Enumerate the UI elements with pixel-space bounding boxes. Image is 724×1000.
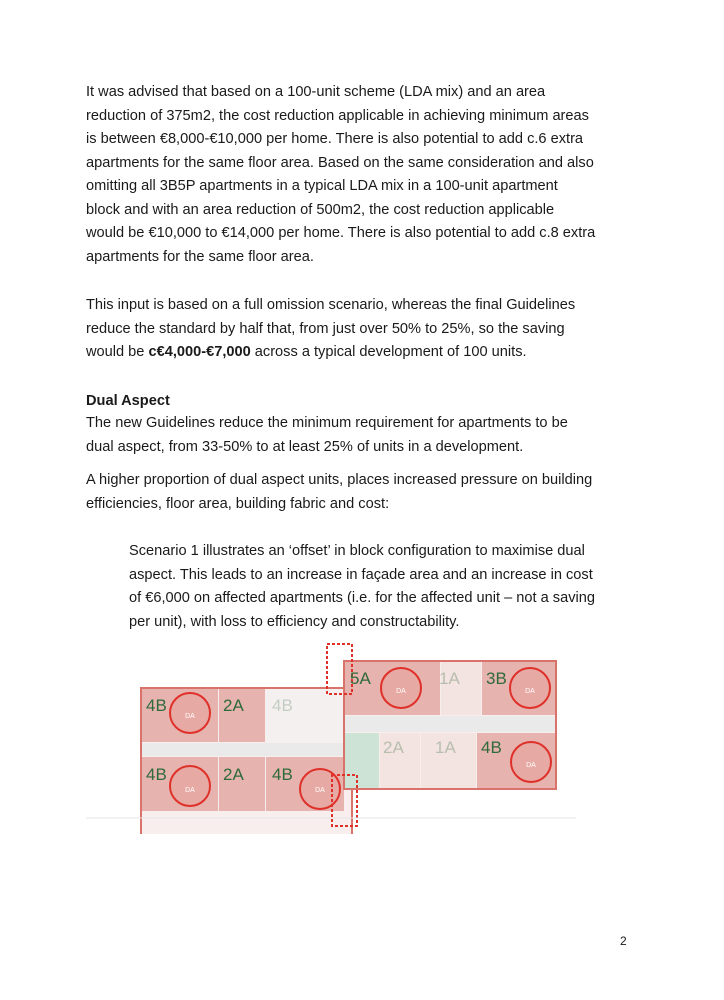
text-line: reduce the standard by half that, from just over 50% to 25%, so the saving bbox=[86, 320, 565, 337]
paragraph-cost-reduction bbox=[86, 81, 595, 269]
unit-label: 5A bbox=[350, 669, 371, 688]
text-line: apartments for the same floor area. Based on the same consideration and also bbox=[86, 154, 594, 171]
unit-label: 2A bbox=[383, 738, 404, 757]
unit-label: 2A bbox=[223, 765, 244, 784]
text-line: dual aspect, from 33-50% to at least 25% of units in a development. bbox=[86, 438, 524, 455]
da-label: DA bbox=[185, 713, 195, 720]
saving-range: c€4,000-€7,000 bbox=[148, 344, 251, 360]
text-line: efficiencies, floor area, building fabric and cost: bbox=[86, 495, 390, 512]
unit-label: 4B bbox=[272, 765, 293, 784]
paragraph-full-omission bbox=[86, 294, 575, 365]
unit-label: 4B bbox=[481, 738, 502, 757]
text-line bbox=[86, 341, 575, 365]
text-line: A higher proportion of dual aspect units, places increased pressure on building bbox=[86, 472, 593, 488]
page-number: 2 bbox=[620, 934, 627, 948]
unit-label: 4B bbox=[146, 765, 167, 784]
text-line: block and with an area reduction of 500m2, the cost reduction applicable bbox=[86, 201, 555, 218]
unit-label: 4B bbox=[146, 696, 167, 715]
paragraph-pressure bbox=[86, 469, 592, 516]
paragraph-dual-aspect-requirement bbox=[86, 412, 568, 459]
da-circle bbox=[170, 766, 210, 806]
unit-label: 1A bbox=[435, 738, 456, 757]
text-line: of €6,000 on affected apartments (i.e. for the affected unit – not a saving bbox=[129, 590, 595, 606]
unit-label: 4B bbox=[272, 696, 293, 715]
text-line: is between €8,000-€10,000 per home. There is also potential to add c.6 extra bbox=[86, 131, 584, 147]
text-line: Scenario 1 illustrates an ‘offset’ in block configuration to maximise dual bbox=[129, 543, 585, 559]
corridor bbox=[345, 716, 555, 732]
paragraph-scenario-1 bbox=[129, 540, 595, 634]
block-configuration-diagram bbox=[86, 642, 576, 834]
da-label: DA bbox=[396, 688, 406, 695]
text-line: reduction of 375m2, the cost reduction applicable in achieving minimum areas bbox=[86, 107, 589, 124]
text-fragment: across a typical development of 100 units. bbox=[250, 344, 527, 360]
text-line: The new Guidelines reduce the minimum requirement for apartments to be bbox=[86, 415, 568, 431]
text-line: per unit), with loss to efficiency and constructability. bbox=[129, 613, 460, 630]
text-line: It was advised that based on a 100-unit scheme (LDA mix) and an area bbox=[86, 84, 546, 100]
da-label: DA bbox=[526, 762, 536, 769]
core bbox=[345, 733, 379, 788]
unit-label: 3B bbox=[486, 669, 507, 688]
text-line: would be €10,000 to €14,000 per home. There is also potential to add c.8 extra bbox=[86, 225, 596, 241]
unit-label: 1A bbox=[439, 669, 460, 688]
da-label: DA bbox=[525, 688, 535, 695]
text-line: omitting all 3B5P apartments in a typical LDA mix in a 100-unit apartment bbox=[86, 178, 558, 194]
unit-label: 2A bbox=[223, 696, 244, 715]
text-line: aspect. This leads to an increase in façade area and an increase in cost bbox=[129, 566, 593, 583]
da-label: DA bbox=[315, 787, 325, 794]
heading-dual-aspect: Dual Aspect bbox=[86, 393, 170, 409]
da-label: DA bbox=[185, 787, 195, 794]
corridor bbox=[142, 743, 351, 756]
text-line: apartments for the same floor area. bbox=[86, 248, 314, 265]
text-fragment: would be bbox=[86, 344, 149, 360]
text-line: This input is based on a full omission scenario, whereas the final Guidelines bbox=[86, 297, 576, 313]
